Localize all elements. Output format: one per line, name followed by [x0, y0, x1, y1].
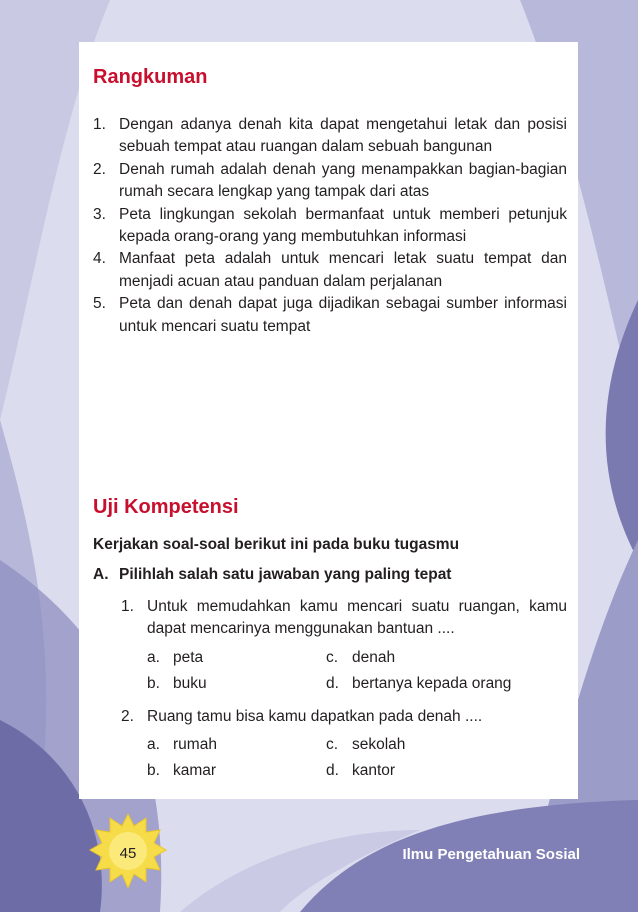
uji-kompetensi-heading: Uji Kompetensi: [93, 496, 239, 518]
option-b: b. buku: [147, 674, 207, 692]
options: [121, 647, 567, 707]
instruction-text: Kerjakan soal-soal berikut ini pada buku tugasmu: [93, 536, 460, 553]
question-1: 1. Untuk memudahkan kamu mencari suatu ruangan, kamu dapat mencarinya menggunakan bantuan .... a. peta b. buku c. denah d. bertanya kepada orang: [121, 596, 567, 707]
page-number: 45: [119, 845, 137, 862]
list-item: 5. Peta dan denah dapat juga dijadikan sebagai sumber informasi untuk mencari suatu tempat: [93, 295, 567, 335]
summary-list: [93, 114, 567, 338]
content-panel: [79, 42, 578, 799]
rangkuman-heading: Rangkuman: [93, 66, 208, 88]
section-a-heading: A. Pilihlah salah satu jawaban yang paling tepat: [93, 566, 452, 583]
footer-book-title: Ilmu Pengetahuan Sosial: [402, 846, 580, 863]
option-d: d. bertanya kepada orang: [326, 674, 512, 692]
options: [121, 734, 567, 794]
list-item: 3. Peta lingkungan sekolah bermanfaat untuk memberi petunjuk kepada orang-orang yang membutuhkan informasi: [93, 205, 567, 246]
option-a: a. rumah: [147, 736, 217, 754]
list-item: 2. Denah rumah adalah denah yang menampakkan bagian-bagian rumah secara lengkap yang tampak dari atas: [93, 160, 567, 201]
list-item: 1. Dengan adanya denah kita dapat mengetahui letak dan posisi sebuah tempat atau ruangan dalam sebuah bangunan: [93, 116, 567, 156]
option-c: c. sekolah: [326, 736, 406, 754]
option-b: b. kamar: [147, 762, 217, 780]
option-d: d. kantor: [326, 762, 396, 780]
option-c: c. denah: [326, 648, 396, 666]
list-item: 4. Manfaat peta adalah untuk mencari letak suatu tempat dan menjadi acuan atau panduan dalam perjalanan: [93, 250, 567, 290]
question-2: 2. Ruang tamu bisa kamu dapatkan pada denah .... a. rumah b. kamar c. sekolah d. kantor: [121, 706, 567, 794]
option-a: a. peta: [147, 648, 204, 666]
